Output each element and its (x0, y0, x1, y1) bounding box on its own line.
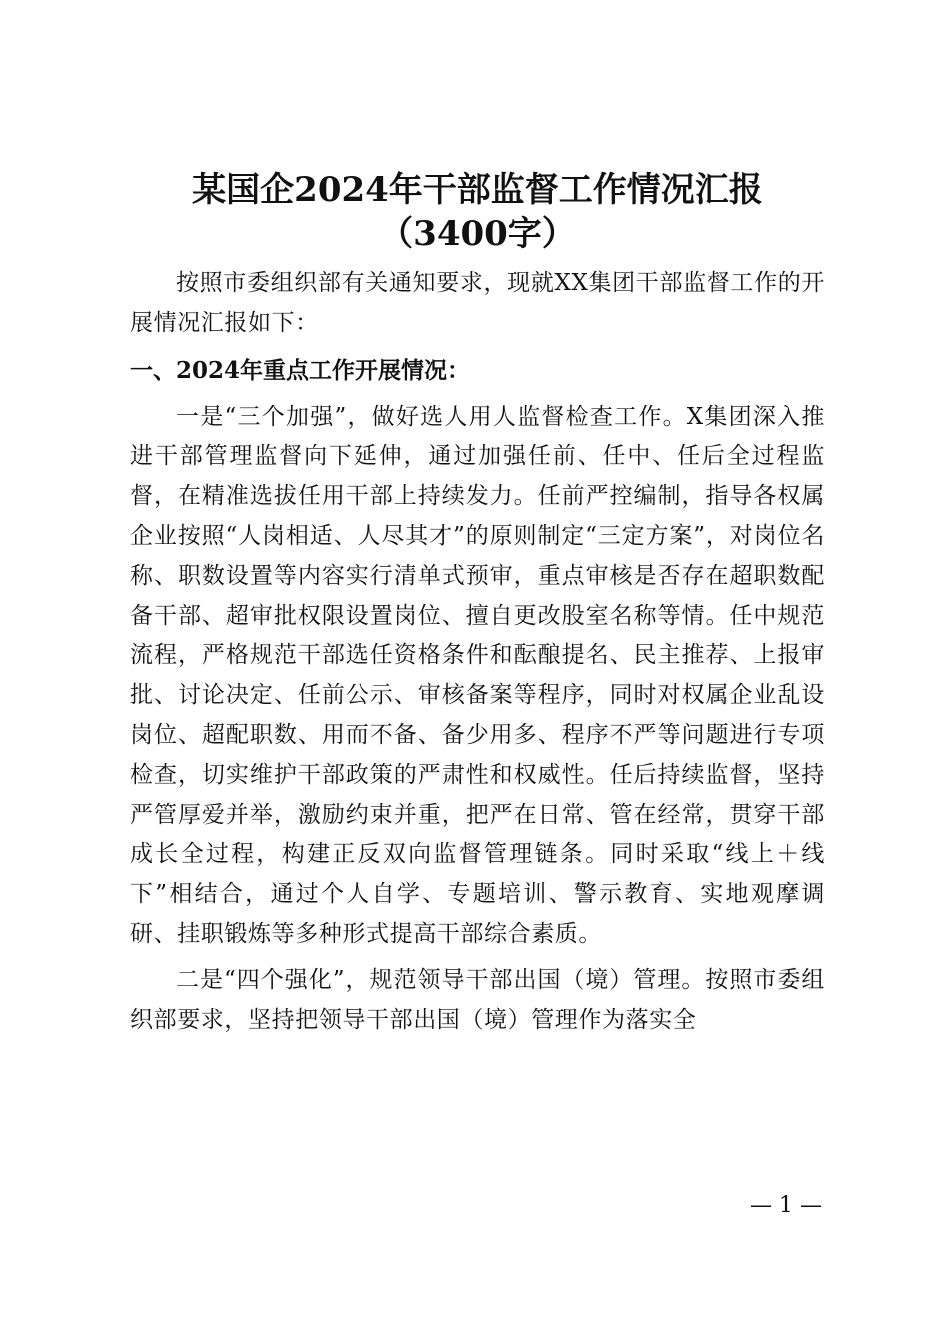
page-number: — 1 — (750, 1193, 822, 1218)
paragraph-2: 二是“四个强化”，规范领导干部出国（境）管理。按照市委组织部要求，坚持把领导干部出国（境）管理作为落实全 (130, 966, 825, 1033)
paragraph-1: 一是“三个加强”，做好选人用人监督检查工作。X集团深入推进干部管理监督向下延伸，通过加强任前、任中、任后全过程监督，在精准选拔任用干部上持续发力。任前严控编制，指导各权属企业按照“人岗相适、人尽其才”的原则制定“三定方案”，对岗位名称、职数设置等内容实行清单式预审，重点审核是否存在超职数配备干部、超审批权限设置岗位、擅自更改股室名称等情。任中规范流程，严格规范干部选任资格条件和酝酿提名、民主推荐、上报审批、讨论决定、任前公示、审核备案等程序，同时对权属企业乱设岗位、超配职数、用而不备、备少用多、程序不严等问题进行专项检查，切实维护干部政策的严肃性和权威性。任后持续监督，坚持严管厚爱并举，激励约束并重，把严在日常、管在经常，贯穿干部成长全过程，构建正反双向监督管理链条。同时采取“线上＋线下”相结合，通过个人自学、专题培训、警示教育、实地观摩调研、挂职锻炼等多种形式提高干部综合素质。 (130, 403, 825, 947)
section-heading: 一、2024年重点工作开展情况： (130, 356, 471, 384)
document-body (130, 168, 825, 1040)
document-title: 某国企2024年干部监督工作情况汇报（3400字） (192, 170, 763, 254)
intro-paragraph: 按照市委组织部有关通知要求，现就XX集团干部监督工作的开展情况汇报如下： (130, 270, 825, 336)
